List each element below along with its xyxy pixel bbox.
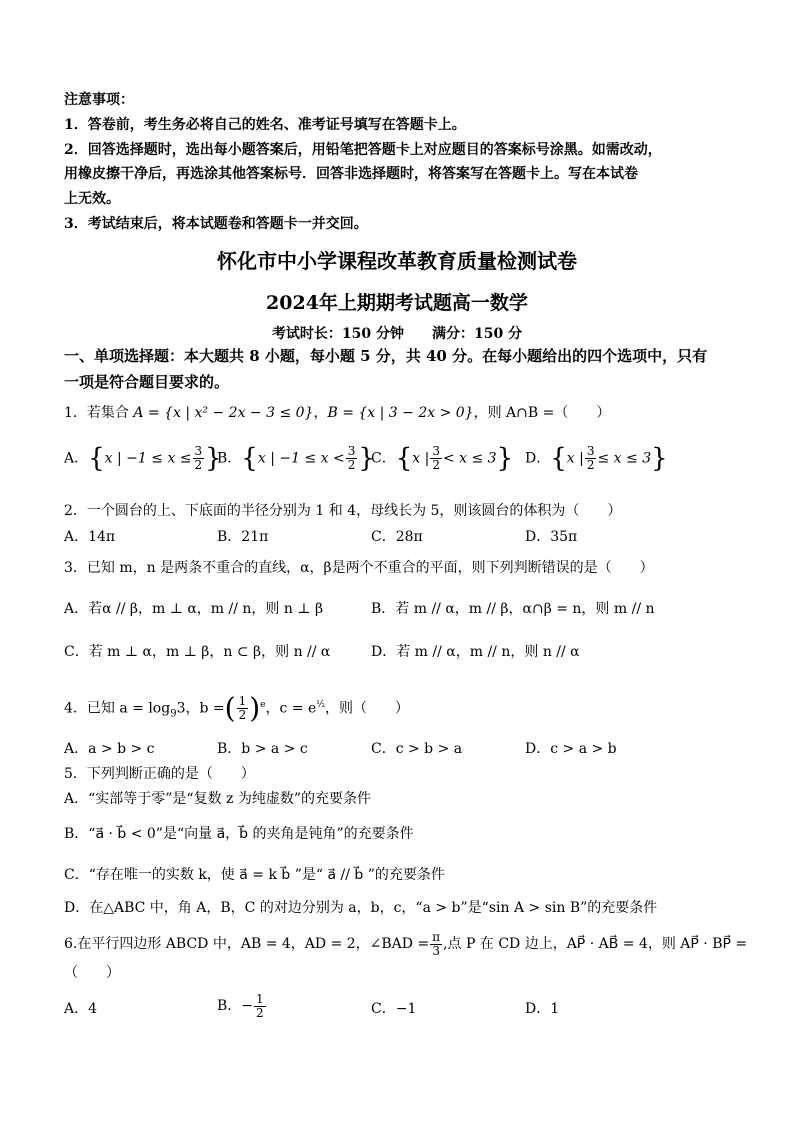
q4-option-a: A．a > b > c bbox=[64, 741, 155, 757]
q2-option-c: C．28π bbox=[371, 529, 423, 545]
q4-stem-part-3: ，c = e bbox=[265, 700, 317, 717]
option-label: C． bbox=[371, 450, 396, 467]
exam-title: 怀化市中小学课程改革教育质量检测试卷 bbox=[217, 249, 577, 273]
brace-open: { bbox=[550, 443, 567, 474]
q4-option-d: D．c > a > b bbox=[525, 741, 617, 757]
question-3-stem: 3．已知 m，n 是两条不重合的直线，α，β是两个不重合的平面，则下列判断错误的是（ ） bbox=[64, 560, 654, 576]
fraction bbox=[193, 445, 205, 472]
fraction-denominator: 2 bbox=[432, 458, 440, 472]
set-builder-bar: x | bbox=[566, 450, 584, 467]
q5-option-a: A．“实部等于零”是“复数 z 为纯虚数”的充要条件 bbox=[64, 791, 372, 807]
fraction-denominator: 2 bbox=[586, 458, 595, 472]
option-expression: x | −1 ≤ x < bbox=[257, 450, 345, 467]
notice-item-2-line-3: 上无效。 bbox=[64, 191, 120, 207]
q1-set-b: B = {x | 3 − 2x > 0} bbox=[327, 405, 474, 421]
q6-option-b bbox=[217, 990, 267, 1022]
fraction bbox=[430, 931, 442, 958]
section-1-heading-line-1: 一、单项选择题：本大题共 8 小题，每小题 5 分，共 40 分。在每小题给出的四个选项中，只有 bbox=[64, 347, 708, 365]
exponent: ½ bbox=[316, 700, 325, 710]
brace-close: } bbox=[496, 443, 514, 474]
fraction bbox=[254, 993, 266, 1020]
fraction-numerator: 1 bbox=[238, 694, 247, 709]
q1-stem-prefix: 1．若集合 bbox=[64, 405, 134, 421]
q1-option-d bbox=[525, 445, 668, 472]
brace-close: } bbox=[205, 443, 222, 474]
notice-item-2-line-1: 2．回答选择题时，选出每小题答案后，用铅笔把答题卡上对应题目的答案标号涂黑。如需改动， bbox=[64, 142, 662, 158]
q2-option-b: B．21π bbox=[217, 529, 269, 545]
q4-stem-part-1: 4．已知 a = log bbox=[64, 700, 171, 717]
fraction-denominator: 2 bbox=[256, 1005, 264, 1020]
q5-option-d: D．在△ABC 中，角 A，B，C 的对边分别为 a，b，c，“a > b”是“sin A > sin B”的充要条件 bbox=[64, 900, 658, 916]
option-label: B． bbox=[217, 450, 242, 467]
q3-option-a: A．若α // β，m ⊥ α，m // n，则 n ⊥ β bbox=[64, 601, 324, 617]
q4-stem-part-4: ，则（ ） bbox=[324, 700, 409, 717]
q5-option-b: B．“a⃗ · b⃗ < 0”是“向量 a⃗，b⃗ 的夹角是钝角”的充要条件 bbox=[64, 826, 414, 842]
fraction-numerator: 3 bbox=[586, 444, 595, 458]
q6-option-a: A．4 bbox=[64, 1001, 98, 1017]
fraction-denominator: 3 bbox=[432, 943, 440, 958]
option-label: B．− bbox=[217, 998, 254, 1014]
notice-heading: 注意事项： bbox=[64, 92, 134, 108]
brace-open: { bbox=[88, 443, 105, 474]
q1-stem-suffix: ，则 A∩B =（ ） bbox=[473, 405, 611, 421]
q6-stem-part-1: 6.在平行四边形 ABCD 中，AB = 4，AD = 2，∠BAD = bbox=[64, 936, 430, 952]
exam-meta: 考试时长：150 分钟 满分：150 分 bbox=[271, 326, 523, 342]
brace-close: } bbox=[651, 443, 668, 474]
q2-option-d: D．35π bbox=[525, 529, 578, 545]
question-1-stem bbox=[64, 404, 610, 422]
q5-option-c: C．“存在唯一的实数 k，使 a⃗ = k b⃗ ”是“ a⃗ // b⃗ ”的充要条件 bbox=[64, 867, 445, 883]
option-label: D． bbox=[525, 450, 551, 467]
fraction-denominator: 2 bbox=[347, 458, 356, 472]
brace-open: { bbox=[241, 443, 258, 474]
q3-option-d: D．若 m // α，m // n，则 n // α bbox=[371, 644, 580, 660]
q1-option-b bbox=[217, 445, 375, 472]
fraction bbox=[430, 445, 442, 472]
q6-option-c: C．−1 bbox=[371, 1001, 417, 1017]
q6-option-d: D．1 bbox=[525, 1001, 560, 1017]
question-4-stem bbox=[64, 687, 409, 732]
section-1-heading-line-2: 一项是符合题目要求的。 bbox=[64, 373, 230, 391]
q1-set-a: A = {x | x² − 2x − 3 ≤ 0} bbox=[133, 405, 314, 421]
q6-stem-part-2: ,点 P 在 CD 边上，AP⃗ · AB⃗ = 4，则 AP⃗ · BP⃗ = bbox=[443, 936, 748, 952]
q6-stem-answer-paren: （ ） bbox=[64, 965, 120, 981]
option-expression: ≤ x ≤ 3 bbox=[597, 450, 652, 467]
question-6-stem bbox=[64, 925, 747, 963]
fraction-numerator: 3 bbox=[194, 444, 203, 458]
fraction-numerator: π bbox=[432, 929, 441, 944]
fraction-numerator: 3 bbox=[347, 444, 356, 458]
fraction-numerator: 1 bbox=[256, 991, 264, 1006]
fraction-numerator: 3 bbox=[432, 444, 440, 458]
paren-open: ( bbox=[224, 691, 236, 725]
set-builder-bar: x | bbox=[412, 450, 430, 467]
q4-stem-part-2: 3，b = bbox=[176, 700, 225, 717]
q4-option-b: B．b > a > c bbox=[217, 741, 308, 757]
question-5-stem: 5．下列判断正确的是（ ） bbox=[64, 766, 255, 782]
q3-option-c: C．若 m ⊥ α，m ⊥ β，n ⊂ β，则 n // α bbox=[64, 644, 331, 660]
notice-item-1: 1．答卷前，考生务必将自己的姓名、准考证号填写在答题卡上。 bbox=[64, 117, 466, 133]
brace-open: { bbox=[395, 443, 413, 474]
fraction-denominator: 2 bbox=[194, 458, 203, 472]
paren-close: ) bbox=[249, 691, 261, 725]
question-2-stem: 2．一个圆台的上、下底面的半径分别为 1 和 4，母线长为 5，则该圆台的体积为（ ） bbox=[64, 503, 622, 519]
fraction bbox=[585, 445, 597, 472]
log-base: 9 bbox=[170, 708, 177, 720]
exponent: e bbox=[260, 700, 266, 710]
option-expression: < x ≤ 3 bbox=[442, 450, 497, 467]
option-expression: x | −1 ≤ x ≤ bbox=[104, 450, 192, 467]
q3-option-b: B．若 m // α，m // β，α∩β = n，则 m // n bbox=[371, 601, 655, 617]
fraction bbox=[237, 695, 249, 722]
q2-option-a: A．14π bbox=[64, 529, 116, 545]
q1-separator: ， bbox=[313, 405, 328, 421]
option-label: A． bbox=[64, 450, 89, 467]
fraction-denominator: 2 bbox=[238, 708, 247, 723]
q4-option-c: C．c > b > a bbox=[371, 741, 463, 757]
exam-subtitle: 2024年上期期考试题高一数学 bbox=[266, 292, 528, 314]
notice-item-3: 3．考试结束后，将本试题卷和答题卡一并交回。 bbox=[64, 216, 368, 232]
fraction bbox=[346, 445, 358, 472]
q1-option-c bbox=[371, 445, 513, 472]
brace-close: } bbox=[358, 443, 375, 474]
q1-option-a bbox=[64, 445, 222, 472]
notice-item-2-line-2: 用橡皮擦干净后，再选涂其他答案标号．回答非选择题时，将答案写在答题卡上。写在本试卷 bbox=[64, 166, 638, 182]
